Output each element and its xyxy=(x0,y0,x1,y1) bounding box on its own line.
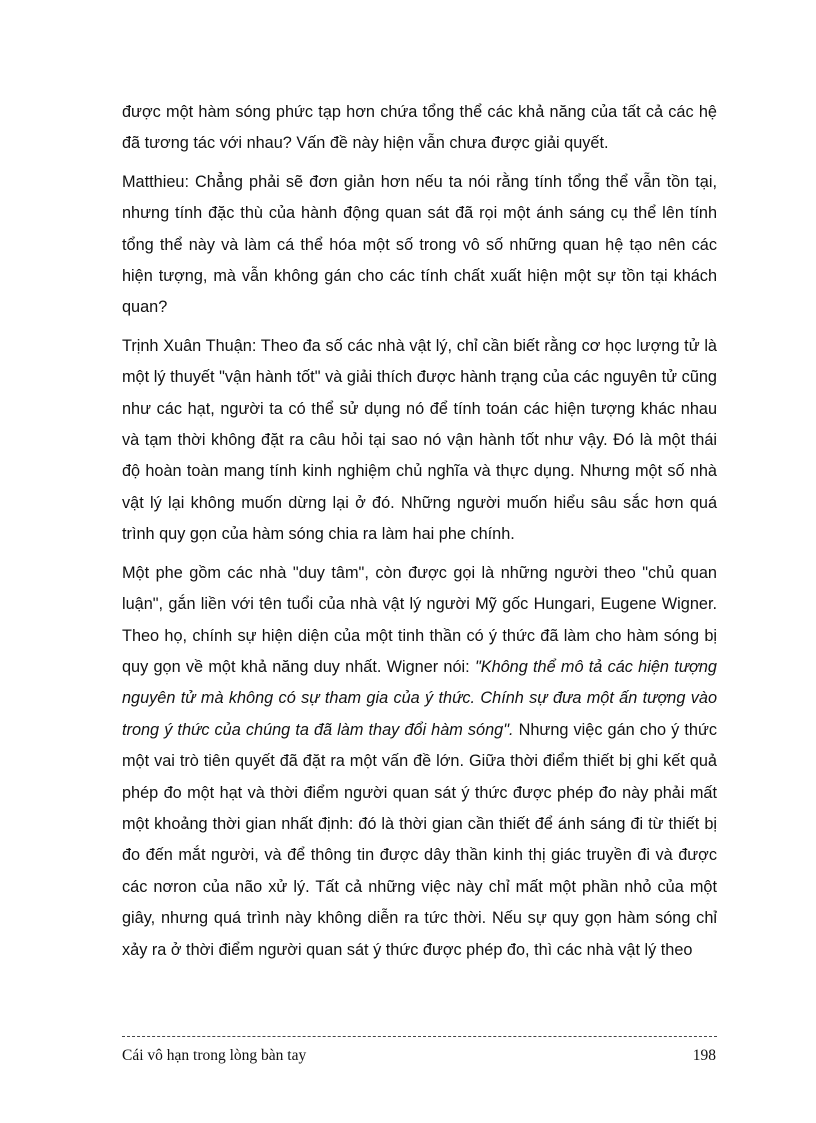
paragraph-4 xyxy=(122,558,717,966)
paragraph-3: Trịnh Xuân Thuận: Theo đa số các nhà vật lý, chỉ cần biết rằng cơ học lượng tử là một lý thuyết "vận hành tốt" và giải thích được hành trạng của các nguyên tử cũng như các hạt, người ta có thể sử dụng nó để tính toán các hiện tượng khác nhau và tạm thời không đặt ra câu hỏi tại sao nó vận hành tốt như vậy. Đó là một thái độ hoàn toàn mang tính kinh nghiệm chủ nghĩa và thực dụng. Nhưng một số nhà vật lý lại không muốn dừng lại ở đó. Những người muốn hiểu sâu sắc hơn quá trình quy gọn của hàm sóng chia ra làm hai phe chính. xyxy=(122,336,717,544)
paragraph-2: Matthieu: Chẳng phải sẽ đơn giản hơn nếu ta nói rằng tính tổng thể vẫn tồn tại, nhưng tính đặc thù của hành động quan sát đã rọi một ánh sáng cụ thể lên tính tổng thể này và làm cá thể hóa một số trong vô số những quan hệ tạo nên các hiện tượng, mà vẫn không gán cho các tính chất xuất hiện một sự tồn tại khách quan? xyxy=(122,172,717,317)
paragraph-1: được một hàm sóng phức tạp hơn chứa tổng thể các khả năng của tất cả các hệ đã tương tác với nhau? Vấn đề này hiện vẫn chưa được giải quyết. xyxy=(122,103,717,153)
footer-divider xyxy=(122,1036,717,1037)
wigner-quote: "Không thể mô tả các hiện tượng nguyên tử mà không có sự tham gia của ý thức. Chính sự đưa một ấn tượng vào trong ý thức của chúng ta đã làm thay đổi hàm sóng". xyxy=(122,657,717,739)
footer-book-title: Cái vô hạn trong lòng bàn tay xyxy=(122,1047,307,1064)
page-footer xyxy=(122,1047,716,1065)
paragraph-4-continuation: Nhưng việc gán cho ý thức một vai trò tiên quyết đã đặt ra một vấn đề lớn. Giữa thời điểm thiết bị ghi kết quả phép đo một hạt và thời điểm người quan sát ý thức được phép đo này phải mất một khoảng thời gian nhất định: đó là thời gian cần thiết để ánh sáng đi từ thiết bị đo đến mắt người, và để thông tin được dây thần kinh thị giác truyền đi và được các nơron của não xử lý. Tất cả những việc này chỉ mất một phần nhỏ của một giây, nhưng quá trình này không diễn ra tức thời. Nếu sự quy gọn hàm sóng chỉ xảy ra ở thời điểm người quan sát ý thức được phép đo, thì các nhà vật lý theo xyxy=(122,720,717,959)
paragraph-4-intro: Một phe gồm các nhà "duy tâm", còn được gọi là những người theo "chủ quan luận", gắn liền với tên tuổi của nhà vật lý người Mỹ gốc Hungari, Eugene Wigner. Theo họ, chính sự hiện diện của một tinh thần có ý thức đã làm cho hàm sóng bị quy gọn về một khả năng duy nhất. Wigner nói: xyxy=(122,563,717,676)
footer-page-number: 198 xyxy=(692,1047,716,1064)
body-text xyxy=(122,97,717,973)
